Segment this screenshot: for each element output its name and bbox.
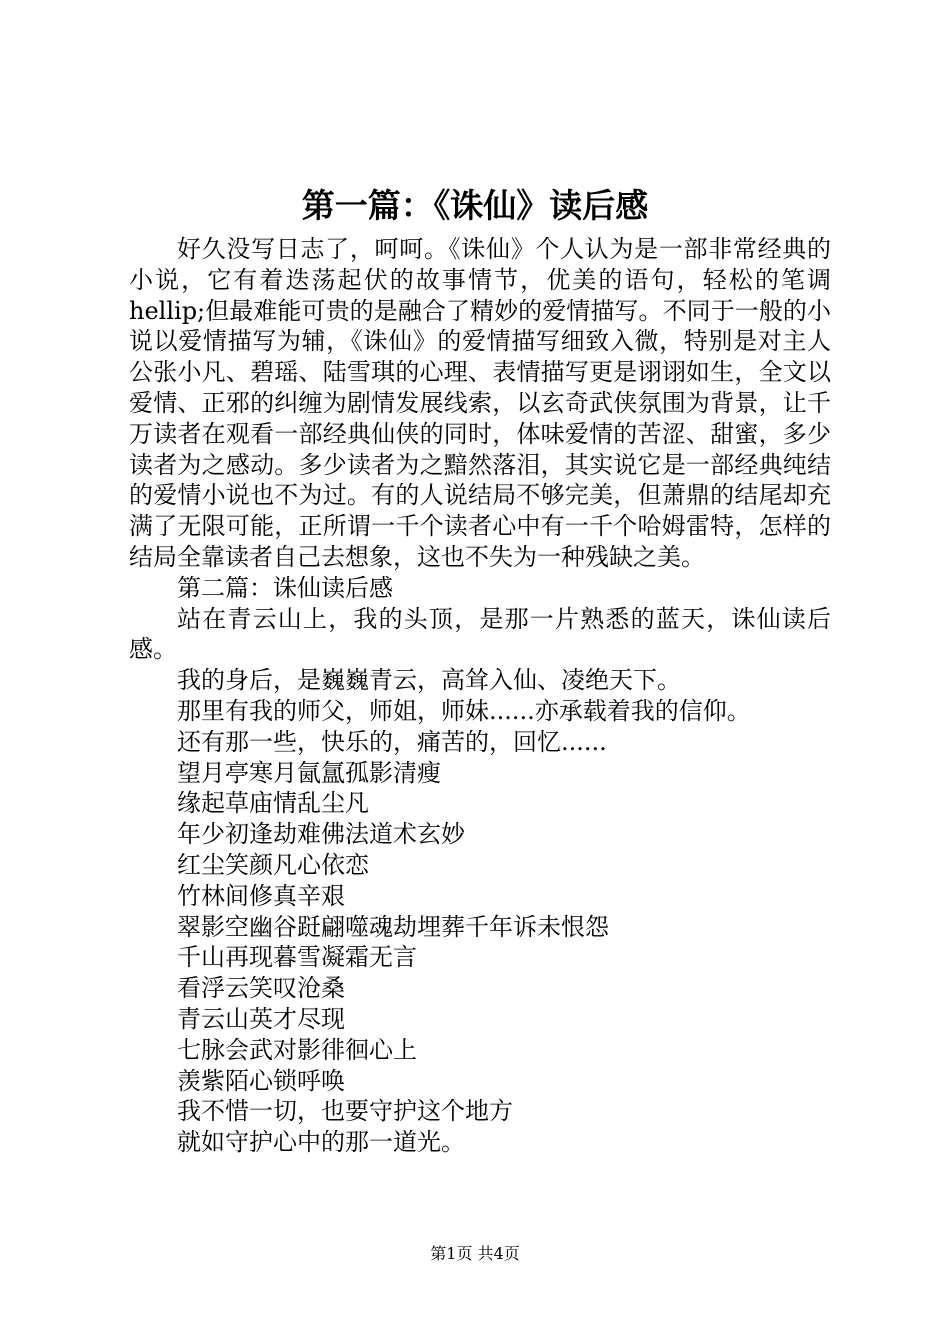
poem-line: 缘起草庙情乱尘凡 [177,789,369,818]
text-line: 我不惜一切，也要守护这个地方 [177,1097,513,1126]
paragraph-2: 站在青云山上，我的头顶，是那一片熟悉的蓝天，诛仙读后感。 [129,604,831,664]
poem-line: 千山再现暮雪凝霜无言 [177,943,417,972]
page-footer: 第1页 共4页 [430,1244,520,1263]
paragraph-1: 好久没写日志了，呵呵。《诛仙》个人认为是一部非常经典的小说，它有着迭荡起伏的故事情节，优美的语句，轻松的笔调hellip;但最难能可贵的是融合了精妙的爱情描写。不同于一般的小说以爱情描写为辅，《诛仙》的爱情描写细致入微，特别是对主人公张小凡、碧瑶、陆雪琪的心理、表情描写更是诩诩如生，全文以爱情、正邪的纠缠为剧情发展线索，以玄奇武侠氛围为背景，让千万读者在观看一部经典仙侠的同时，体味爱情的苦涩、甜蜜，多少读者为之感动。多少读者为之黯然落泪，其实说它是一部经典纯结的爱情小说也不为过。有的人说结局不够完美，但萧鼎的结尾却充满了无限可能，正所谓一千个读者心中有一千个哈姆雷特，怎样的结局全靠读者自己去想象，这也不失为一种残缺之美。 [129,235,831,571]
poem-line: 青云山英才尽现 [177,1004,345,1033]
poem-line: 七脉会武对影徘徊心上 [177,1035,417,1064]
text-line: 还有那一些，快乐的，痛苦的，回忆...... [177,727,607,756]
text-line: 那里有我的师父，师姐，师妹......亦承载着我的信仰。 [177,696,751,725]
document-title: 第一篇：《诛仙》读后感 [301,186,649,225]
poem-line: 翠影空幽谷跹翩噬魂劫埋葬千年诉未恨怨 [177,912,609,941]
poem-line: 羡紫陌心锁呼唤 [177,1066,345,1095]
text-line: 我的身后，是巍巍青云，高耸入仙、凌绝天下。 [177,666,681,695]
poem-line: 竹林间修真辛艰 [177,881,345,910]
section-heading: 第二篇：诛仙读后感 [177,573,393,602]
text-line: 就如守护心中的那一道光。 [177,1128,465,1157]
poem-line: 看浮云笑叹沧桑 [177,974,345,1003]
poem-line: 红尘笑颜凡心依恋 [177,850,369,879]
document-body [129,234,831,1158]
poem-line: 年少初逢劫难佛法道术玄妙 [177,820,465,849]
poem-line: 望月亭寒月氤氲孤影清瘦 [177,758,441,787]
